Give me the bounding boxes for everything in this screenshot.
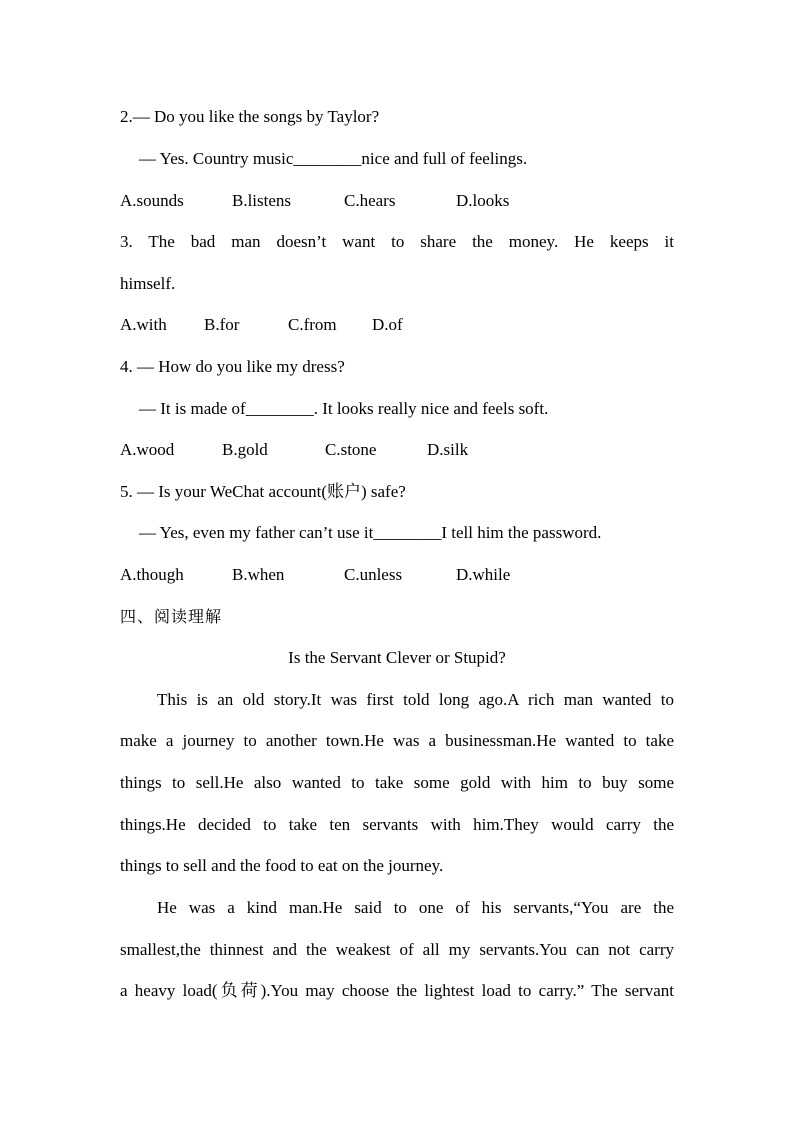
passage-line: things to sell.He also wanted to take some gold with him to buy some (120, 773, 674, 792)
q4-reply: — It is made of________. It looks really nice and feels soft. (139, 399, 549, 418)
q5-option-c: C.unless (344, 565, 403, 584)
q2-option-c: C.hears (344, 191, 396, 210)
q3-option-a: A.with (120, 315, 167, 334)
passage-line: things.He decided to take ten servants with him.They would carry the (120, 815, 674, 834)
q4-option-a: A.wood (120, 440, 175, 459)
q2-option-b: B.listens (232, 191, 292, 210)
passage-line: a heavy load(负荷).You may choose the lightest load to carry.” The servant (120, 981, 674, 1000)
q5-option-a: A.though (120, 565, 184, 584)
passage-line: This is an old story.It was first told long ago.A rich man wanted to (157, 690, 674, 709)
q2-option-d: D.looks (456, 191, 510, 210)
q4-option-d: D.silk (427, 440, 469, 459)
section-heading: 四、阅读理解 (120, 607, 223, 626)
passage-title: Is the Servant Clever or Stupid? (288, 648, 506, 667)
q3-option-b: B.for (204, 315, 240, 334)
passage-line: things to sell and the food to eat on the journey. (120, 856, 444, 875)
q4-question: 4. — How do you like my dress? (120, 357, 345, 376)
q3-question-line1: 3. The bad man doesn’t want to share the money. He keeps it (120, 232, 674, 251)
passage-line: smallest,the thinnest and the weakest of all my servants.You can not carry (120, 940, 674, 959)
q5-reply: — Yes, even my father can’t use it________I tell him the password. (139, 523, 602, 542)
q5-option-b: B.when (232, 565, 285, 584)
q2-reply: — Yes. Country music________nice and full of feelings. (139, 149, 528, 168)
passage-line: He was a kind man.He said to one of his servants,“You are the (157, 898, 674, 917)
passage-line: make a journey to another town.He was a businessman.He wanted to take (120, 731, 674, 750)
q5-question: 5. — Is your WeChat account(账户) safe? (120, 482, 406, 501)
q5-option-d: D.while (456, 565, 511, 584)
q4-option-b: B.gold (222, 440, 268, 459)
q3-option-c: C.from (288, 315, 337, 334)
q2-question: 2.— Do you like the songs by Taylor? (120, 107, 380, 126)
q2-option-a: A.sounds (120, 191, 184, 210)
q4-option-c: C.stone (325, 440, 377, 459)
q3-question-line2: himself. (120, 274, 176, 293)
q3-option-d: D.of (372, 315, 403, 334)
